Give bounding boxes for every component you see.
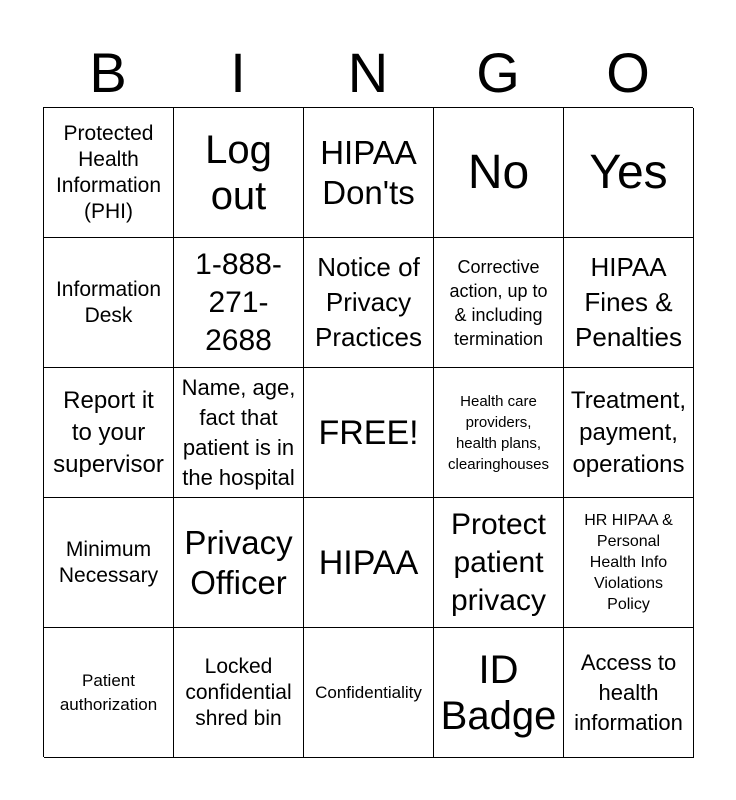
bingo-cell[interactable] (44, 368, 174, 498)
bingo-cell[interactable] (304, 498, 434, 628)
bingo-cell[interactable] (434, 498, 564, 628)
cell-text: Access to health information (574, 649, 683, 735)
bingo-cell[interactable] (174, 498, 304, 628)
bingo-cell[interactable] (44, 628, 174, 758)
bingo-header (43, 40, 693, 106)
bingo-cell[interactable] (304, 108, 434, 238)
bingo-cell[interactable] (174, 628, 304, 758)
bingo-cell[interactable] (174, 108, 304, 238)
bingo-cell[interactable] (564, 628, 694, 758)
bingo-cell[interactable] (564, 498, 694, 628)
header-letter-n: N (347, 41, 389, 104)
bingo-cell[interactable] (434, 108, 564, 238)
cell-text: Name, age, fact that patient is in the hospital (181, 374, 296, 490)
bingo-cell[interactable] (434, 628, 564, 758)
cell-text: ID Badge (440, 647, 557, 738)
cell-text: Locked confidential shred bin (185, 654, 292, 730)
bingo-cell[interactable] (564, 368, 694, 498)
bingo-cell[interactable] (564, 238, 694, 368)
cell-text: HIPAA Fines & Penalties (575, 252, 682, 352)
bingo-board (43, 107, 693, 757)
header-letter-i: I (230, 41, 246, 104)
cell-text: HR HIPAA & Personal Health Info Violations Policy (584, 512, 673, 613)
cell-text: Protected Health Information (PHI) (55, 121, 162, 223)
header-letter-o: O (606, 41, 650, 104)
bingo-cell[interactable] (44, 498, 174, 628)
cell-text: Confidentiality (315, 682, 422, 702)
bingo-cell[interactable] (44, 238, 174, 368)
bingo-cell[interactable] (434, 368, 564, 498)
cell-text: Patient authorization (59, 670, 158, 714)
bingo-cell[interactable] (174, 238, 304, 368)
bingo-cell[interactable] (304, 238, 434, 368)
free-space (304, 368, 434, 498)
cell-text: Corrective action, up to & including termination (449, 256, 548, 349)
cell-text: Protect patient privacy (450, 507, 547, 617)
cell-text: No (467, 145, 530, 199)
cell-text: Report it to your supervisor (53, 386, 164, 478)
bingo-cell[interactable] (44, 108, 174, 238)
bingo-cell[interactable] (304, 628, 434, 758)
cell-text: Health care providers, health plans, clearinghouses (448, 392, 549, 473)
cell-text: Privacy Officer (184, 523, 293, 601)
header-letter-g: G (476, 41, 520, 104)
bingo-cell[interactable] (174, 368, 304, 498)
cell-text: Minimum Necessary (58, 537, 159, 587)
cell-text: HIPAA Don'ts (320, 133, 417, 211)
cell-text: Treatment, payment, operations (570, 386, 687, 478)
cell-text: Information Desk (55, 277, 162, 327)
cell-text: Log out (205, 127, 272, 218)
cell-text: Yes (589, 145, 668, 199)
bingo-cell[interactable] (564, 108, 694, 238)
header-letter-b: B (89, 41, 127, 104)
cell-text: HIPAA (318, 543, 419, 582)
cell-text: Notice of Privacy Practices (315, 252, 422, 352)
bingo-cell[interactable] (434, 238, 564, 368)
cell-text: FREE! (318, 413, 419, 452)
cell-text: 1-888- 271- 2688 (195, 247, 282, 357)
